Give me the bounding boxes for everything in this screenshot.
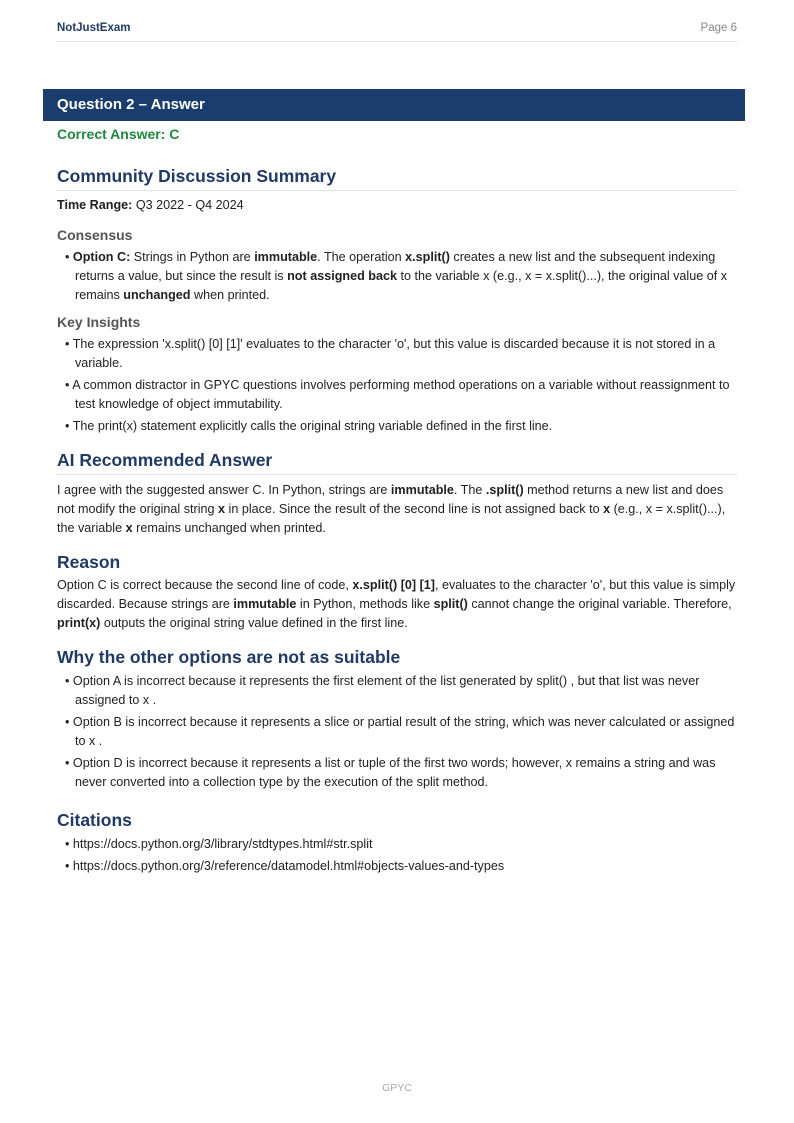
list-item	[57, 335, 737, 373]
page-header	[57, 22, 737, 42]
text-segment: Strings in Python are	[130, 250, 255, 264]
answer-content	[57, 125, 737, 879]
text-segment: https://docs.python.org/3/library/stdtypes.html#str.split	[72, 837, 373, 851]
citations-list	[57, 835, 737, 876]
text-segment: I agree with the suggested answer C. In Python, strings are	[57, 483, 391, 497]
text-segment: outputs the original string value defined in the first line.	[100, 616, 408, 630]
text-segment: (e.g., x = x.split()...), the variable	[57, 502, 726, 535]
bold-text: x	[218, 502, 226, 516]
ai-answer-heading: AI Recommended Answer	[57, 448, 737, 475]
list-item	[57, 713, 737, 751]
bold-text: unchanged	[123, 288, 191, 302]
text-segment: Option A is incorrect because it represents the first element of the list generated by split() , but that list was never assigned to x .	[72, 674, 700, 707]
brand-name: NotJustExam	[57, 22, 131, 34]
key-insights-heading: Key Insights	[57, 314, 141, 330]
text-segment: to the variable x (e.g., x = x.split()...), the original value of x remains	[75, 269, 728, 302]
reason-heading: Reason	[57, 552, 121, 572]
citation-link[interactable]	[57, 857, 737, 876]
bold-text: x.split()	[405, 250, 450, 264]
other-options-heading: Why the other options are not as suitable	[57, 647, 401, 667]
text-segment: https://docs.python.org/3/reference/datamodel.html#objects-values-and-types	[72, 859, 505, 873]
list-item	[57, 248, 737, 305]
time-range-label: Time Range:	[57, 198, 133, 212]
text-segment: remains unchanged when printed.	[132, 521, 326, 535]
text-segment: in Python, methods like	[296, 597, 434, 611]
text-segment: Option C is correct because the second line of code,	[57, 578, 353, 592]
text-segment: in place. Since the result of the second line is not assigned back to	[225, 502, 604, 516]
text-segment: . The operation	[317, 250, 406, 264]
bold-text: x.split() [0] [1]	[352, 578, 435, 592]
bold-text: immutable	[254, 250, 318, 264]
text-segment: when printed.	[190, 288, 270, 302]
time-range	[57, 196, 737, 215]
consensus-heading: Consensus	[57, 227, 133, 243]
bold-text: x	[125, 521, 133, 535]
list-item	[57, 754, 737, 792]
list-item	[57, 417, 737, 436]
ai-answer-paragraph	[57, 481, 737, 538]
page-number: Page 6	[700, 22, 737, 34]
key-insights-list	[57, 335, 737, 436]
text-segment: creates a new list and the subsequent indexing returns a value, but since the result is	[75, 250, 716, 283]
correct-answer: Correct Answer: C	[57, 126, 180, 142]
citations-heading: Citations	[57, 810, 132, 830]
citation-link[interactable]	[57, 835, 737, 854]
time-range-value: Q3 2022 - Q4 2024	[132, 198, 244, 212]
bold-text: .split()	[485, 483, 524, 497]
text-segment: Option D is incorrect because it represents a list or tuple of the first two words; however, x remains a string and was never converted into a collection type by the execution of the split method.	[72, 756, 716, 789]
text-segment: The print(x) statement explicitly calls the original string variable defined in the first line.	[72, 419, 553, 433]
text-segment: Option B is incorrect because it represents a slice or partial result of the string, which was never calculated or assigned to x .	[72, 715, 735, 748]
text-segment: A common distractor in GPYC questions involves performing method operations on a variable without reassignment to test knowledge of object immutability.	[72, 378, 730, 411]
text-segment: . The	[453, 483, 486, 497]
page-footer: GPYC	[382, 1082, 412, 1094]
text-segment: cannot change the original variable. Therefore,	[467, 597, 732, 611]
bold-text: Option C:	[72, 250, 131, 264]
reason-paragraph	[57, 576, 737, 633]
text-segment: , evaluates to the character 'o', but this value is simply discarded. Because strings are	[57, 578, 736, 611]
bold-text: immutable	[233, 597, 297, 611]
other-options-list	[57, 672, 737, 792]
consensus-list	[57, 248, 737, 305]
community-heading: Community Discussion Summary	[57, 164, 737, 191]
text-segment: The expression 'x.split() [0] [1]' evaluates to the character 'o', but this value is discarded because it is not stored in a variable.	[72, 337, 716, 370]
list-item	[57, 376, 737, 414]
list-item	[57, 672, 737, 710]
bold-text: x	[603, 502, 611, 516]
question-title-bar: Question 2 – Answer	[43, 89, 745, 121]
bold-text: immutable	[390, 483, 454, 497]
bold-text: print(x)	[57, 616, 101, 630]
bold-text: not assigned back	[287, 269, 397, 283]
text-segment: method returns a new list and does not modify the original string	[57, 483, 724, 516]
bold-text: split()	[433, 597, 468, 611]
